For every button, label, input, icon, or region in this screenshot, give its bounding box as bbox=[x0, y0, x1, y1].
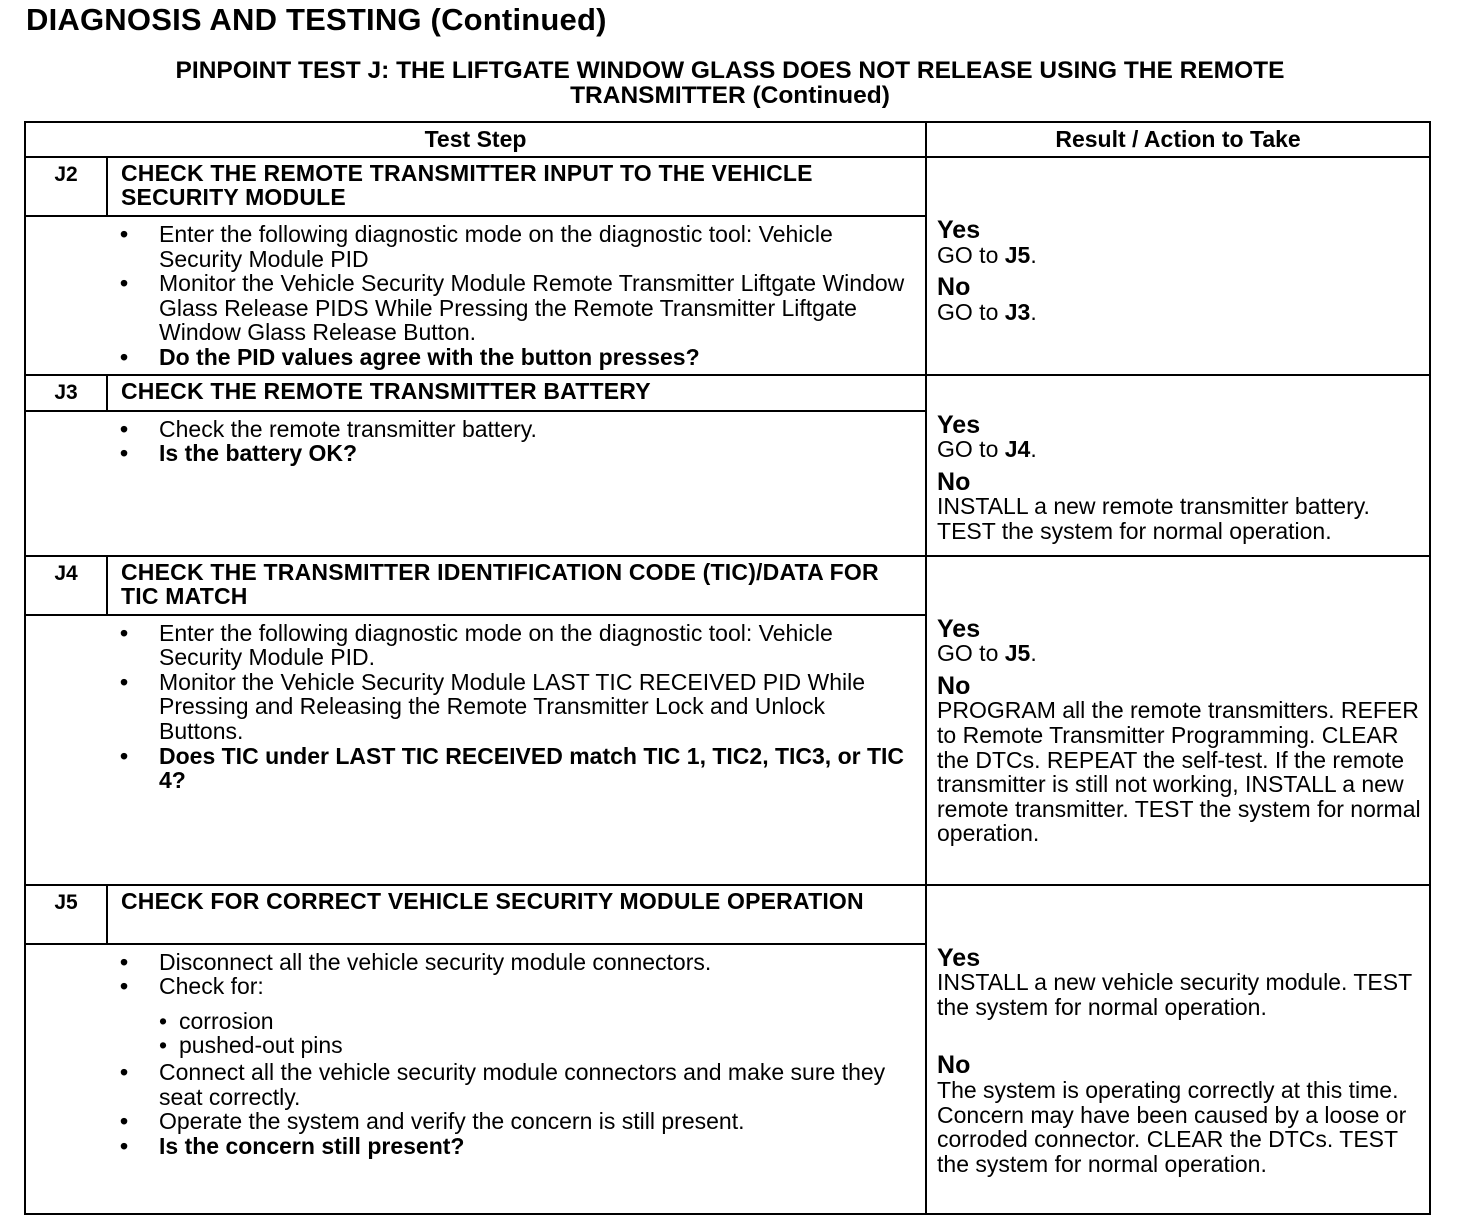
pinpoint-test-title-line1: PINPOINT TEST J: THE LIFTGATE WINDOW GLASS DOES NOT RELEASE USING THE REMOTE bbox=[175, 57, 1285, 84]
step-body bbox=[25, 411, 926, 556]
table-header-row bbox=[25, 122, 1430, 157]
step-body bbox=[25, 615, 926, 885]
yes-action: GO to J5. bbox=[937, 241, 1037, 268]
no-label: No bbox=[937, 273, 971, 302]
step-instructions bbox=[36, 417, 905, 466]
yes-action: GO to J4. bbox=[937, 436, 1037, 463]
yes-label: Yes bbox=[937, 943, 981, 972]
step-instructions bbox=[36, 950, 905, 1159]
yes-label: Yes bbox=[937, 216, 981, 244]
step-id: J3 bbox=[25, 375, 107, 411]
step-result-j5 bbox=[926, 885, 1430, 1214]
yes-label: Yes bbox=[937, 410, 981, 439]
step-row-j4 bbox=[25, 556, 1430, 615]
header-test-step: Test Step bbox=[25, 122, 926, 157]
pinpoint-test-title-line2: TRANSMITTER (Continued) bbox=[570, 82, 890, 109]
step-instructions bbox=[36, 621, 905, 793]
step-title: CHECK THE TRANSMITTER IDENTIFICATION CODE (TIC)/DATA FOR TIC MATCH bbox=[107, 556, 926, 615]
list-item: • Monitor the Vehicle Security Module Remote Transmitter Liftgate Window Glass Release PIDS While Pressing the Remote Transmitter Liftgate Window Glass Release Button. bbox=[36, 271, 905, 345]
sub-list-item: • corrosion bbox=[159, 1009, 905, 1034]
step-title: CHECK FOR CORRECT VEHICLE SECURITY MODULE OPERATION bbox=[107, 885, 926, 944]
page-title: DIAGNOSIS AND TESTING (Continued) bbox=[26, 2, 607, 37]
list-item: • Check the remote transmitter battery. bbox=[36, 417, 905, 442]
step-reference: J4 bbox=[1004, 436, 1031, 463]
step-question: • Do the PID values agree with the button presses? bbox=[36, 345, 905, 370]
list-item: • Operate the system and verify the concern is still present. bbox=[36, 1109, 905, 1134]
sub-list-item: • pushed-out pins bbox=[159, 1033, 905, 1058]
step-result-j2 bbox=[926, 157, 1430, 375]
pinpoint-test-title bbox=[80, 58, 1380, 108]
step-question: • Is the concern still present? bbox=[36, 1134, 905, 1159]
step-reference: J5 bbox=[1004, 640, 1031, 667]
step-row-j5 bbox=[25, 885, 1430, 944]
sub-list bbox=[159, 1009, 905, 1058]
step-row-j2 bbox=[25, 157, 1430, 216]
step-title: CHECK THE REMOTE TRANSMITTER BATTERY bbox=[107, 375, 926, 411]
list-item: • Disconnect all the vehicle security module connectors. bbox=[36, 950, 905, 975]
no-action: PROGRAM all the remote transmitters. REFER to Remote Transmitter Programming. CLEAR the DTCs. REPEAT the self-test. If the remote transmitter is still not working, INSTALL a new remote transmitter. TEST the system for normal operation. bbox=[937, 697, 1421, 847]
step-reference: J3 bbox=[1004, 298, 1031, 325]
list-item: • Check for: • corrosion • pushed-out pins bbox=[36, 974, 905, 1058]
step-question: • Is the battery OK? bbox=[36, 441, 905, 466]
header-result-action: Result / Action to Take bbox=[926, 122, 1430, 157]
list-item: • Enter the following diagnostic mode on the diagnostic tool: Vehicle Security Module PID bbox=[36, 222, 905, 271]
list-item: • Connect all the vehicle security module connectors and make sure they seat correctly. bbox=[36, 1060, 905, 1109]
step-title: CHECK THE REMOTE TRANSMITTER INPUT TO THE VEHICLE SECURITY MODULE bbox=[107, 157, 926, 216]
list-item: • Enter the following diagnostic mode on the diagnostic tool: Vehicle Security Module PID. bbox=[36, 621, 905, 670]
no-action: The system is operating correctly at this time. Concern may have been caused by a loose or corroded connector. CLEAR the DTCs. TEST the system for normal operation. bbox=[937, 1076, 1407, 1177]
step-body bbox=[25, 944, 926, 1214]
yes-label: Yes bbox=[937, 614, 981, 643]
step-id: J4 bbox=[25, 556, 107, 615]
yes-action: INSTALL a new vehicle security module. TEST the system for normal operation. bbox=[937, 969, 1412, 1020]
pinpoint-test-table bbox=[24, 121, 1431, 1215]
no-action: INSTALL a new remote transmitter battery. TEST the system for normal operation. bbox=[937, 493, 1370, 544]
step-result-j4 bbox=[926, 556, 1430, 885]
no-label: No bbox=[937, 1051, 971, 1080]
step-id: J5 bbox=[25, 885, 107, 944]
step-id: J2 bbox=[25, 157, 107, 216]
step-reference: J5 bbox=[1004, 241, 1031, 268]
no-label: No bbox=[937, 467, 971, 496]
no-label: No bbox=[937, 671, 971, 700]
step-instructions bbox=[36, 222, 905, 370]
step-result-j3 bbox=[926, 375, 1430, 556]
yes-action: GO to J5. bbox=[937, 640, 1037, 667]
step-body bbox=[25, 216, 926, 375]
no-action: GO to J3. bbox=[937, 298, 1037, 325]
step-row-j3 bbox=[25, 375, 1430, 411]
step-question: • Does TIC under LAST TIC RECEIVED match TIC 1, TIC2, TIC3, or TIC 4? bbox=[36, 744, 905, 793]
list-item: • Monitor the Vehicle Security Module LAST TIC RECEIVED PID While Pressing and Releasing the Remote Transmitter Lock and Unlock Buttons. bbox=[36, 670, 905, 744]
